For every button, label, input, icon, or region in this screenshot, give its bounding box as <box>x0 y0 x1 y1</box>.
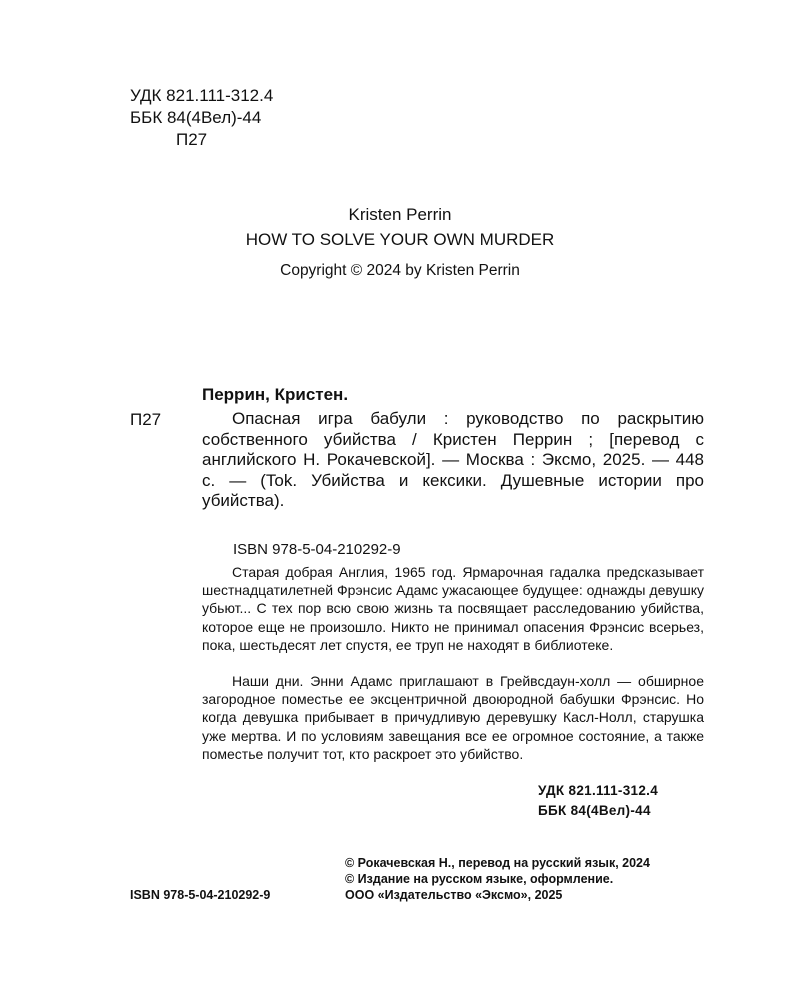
catalog-bbk: ББК 84(4Вел)-44 <box>538 803 651 818</box>
annotation-paragraph-1: Старая добрая Англия, 1965 год. Ярмарочная гадалка предсказывает шестнадцатилетней Фрэнсис Адамс ужасающее будущее: однажды девушку убьют... С тех пор всю свою жизнь та посвящает расследованию убийства, которое еще не произошло. Никто не принимал опасения Фрэнсис всерьез, пока, шестьдесят лет спустя, ее труп не находят в библиотеке. <box>202 564 704 653</box>
footer-isbn: ISBN 978-5-04-210292-9 <box>130 888 271 902</box>
catalog-mark: П27 <box>130 410 162 429</box>
bbk-code: ББК 84(4Вел)-44 <box>130 108 262 127</box>
catalog-heading: Перрин, Кристен. <box>202 385 349 404</box>
original-author: Kristen Perrin <box>348 205 452 224</box>
copyright-translation: © Рокачевская Н., перевод на русский язык, 2024 <box>345 856 650 870</box>
udk-code: УДК 821.111-312.4 <box>130 86 274 105</box>
catalog-isbn: ISBN 978-5-04-210292-9 <box>233 541 401 558</box>
original-title: HOW TO SOLVE YOUR OWN MURDER <box>245 230 555 249</box>
original-copyright: Copyright © 2024 by Kristen Perrin <box>280 262 520 279</box>
catalog-description: Опасная игра бабули : руководство по раскрытию собственного убийства / Кристен Перрин ; [перевод с английского Н. Рокачевской]. — Москва : Эксмо, 2025. — 448 с. — (Tok. Убийства и кексики. Душевные истории про убийства). <box>202 409 704 511</box>
catalog-udk: УДК 821.111-312.4 <box>538 783 659 798</box>
annotation-paragraph-2: Наши дни. Энни Адамс приглашают в Грейвсдаун-холл — обширное загородное поместье ее эксцентричной двоюродной бабушки Фрэнсис. Но когда девушка прибывает в причудливую деревушку Касл-Нолл, старушка уже мертва. И по условиям завещания все ее огромное состояние, а также поместье получит тот, кто раскроет это убийство. <box>202 673 704 762</box>
author-mark: П27 <box>176 130 208 149</box>
copyright-publisher: ООО «Издательство «Эксмо», 2025 <box>345 888 563 902</box>
copyright-edition: © Издание на русском языке, оформление. <box>345 872 614 886</box>
